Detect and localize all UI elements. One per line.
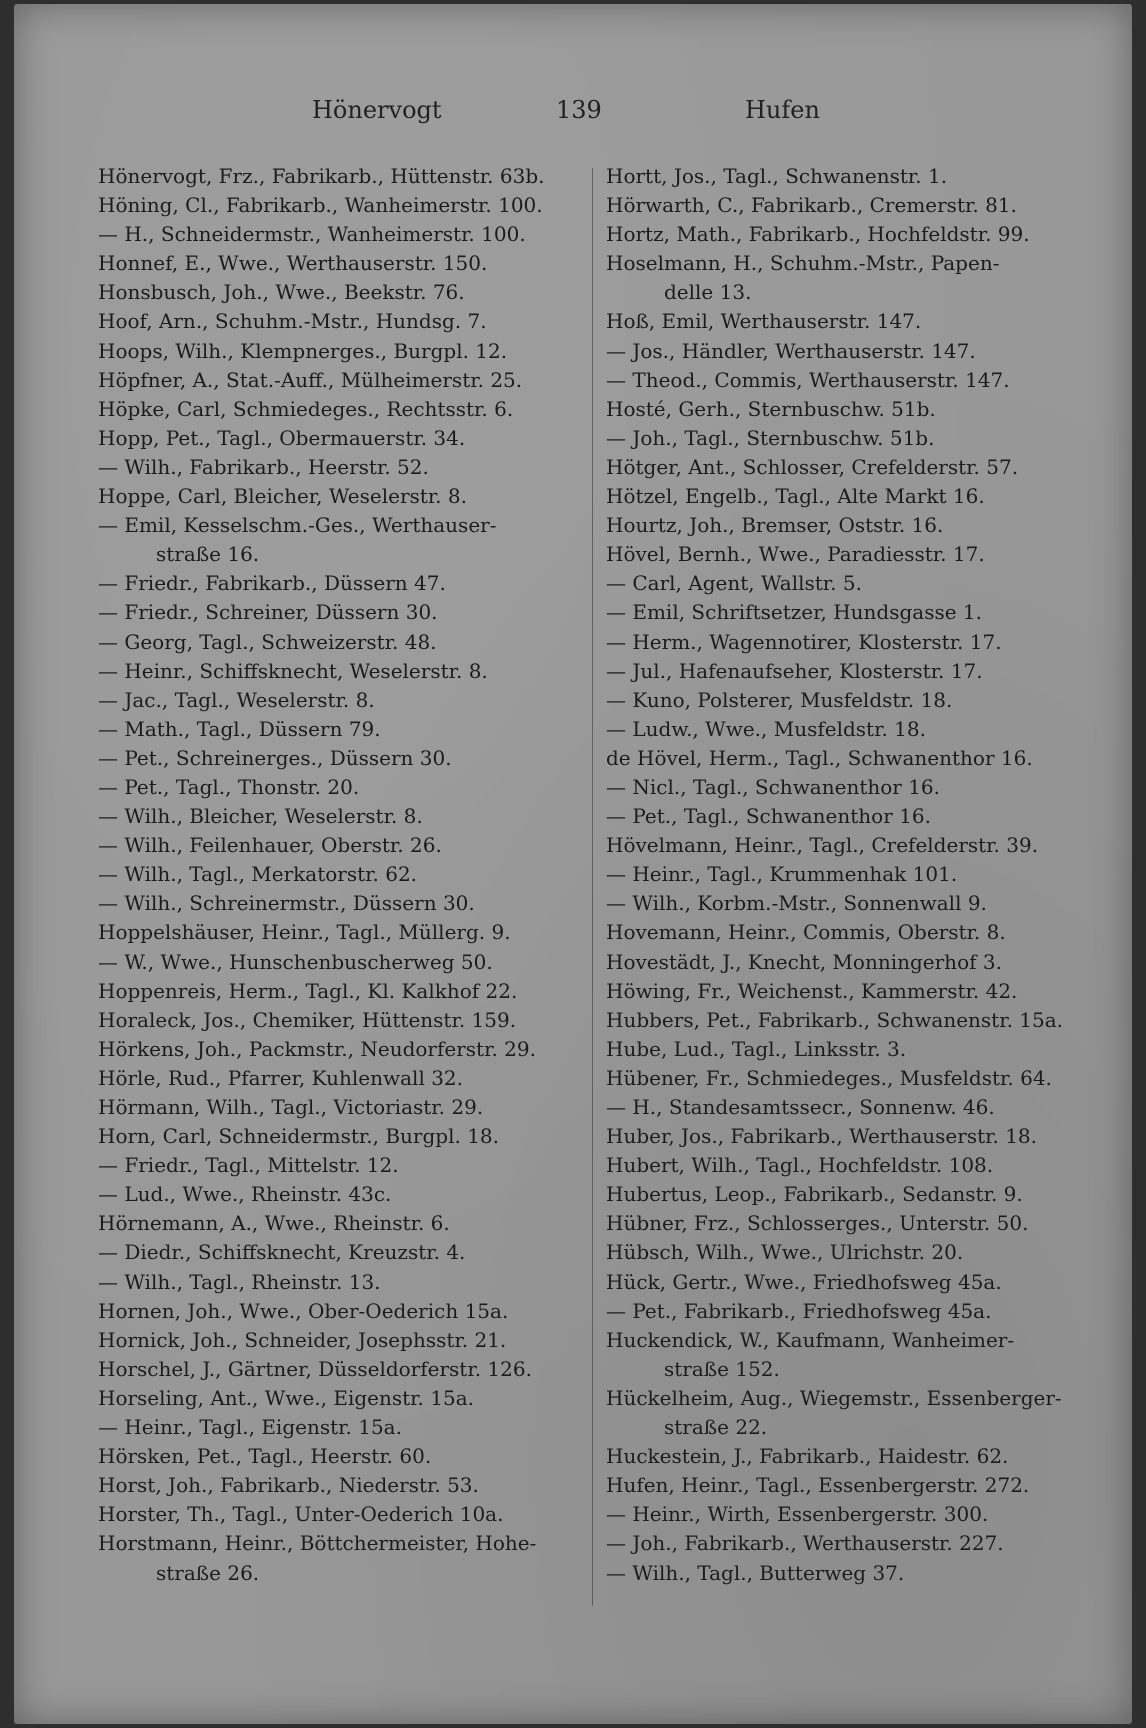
directory-entry: — Wilh., Tagl., Merkatorstr. 62. — [98, 862, 418, 887]
directory-entry: Höpfner, A., Stat.-Auff., Mülheimerstr. 25. — [98, 367, 523, 392]
directory-entry: Hubert, Wilh., Tagl., Hochfeldstr. 108. — [606, 1153, 994, 1178]
directory-entry: — Emil, Kesselschm.-Ges., Werthauser- — [98, 513, 497, 538]
directory-entry: Hourtz, Joh., Bremser, Oststr. 16. — [606, 513, 944, 538]
directory-entry: Hubertus, Leop., Fabrikarb., Sedanstr. 9. — [606, 1182, 1023, 1207]
directory-entry: — Wilh., Tagl., Butterweg 37. — [606, 1560, 905, 1585]
directory-entry: Hubbers, Pet., Fabrikarb., Schwanenstr. 15a. — [606, 1007, 1064, 1032]
directory-entry: — Emil, Schriftsetzer, Hundsgasse 1. — [606, 600, 982, 625]
directory-entry: — H., Standesamtssecr., Sonnenw. 46. — [606, 1095, 995, 1119]
right-column — [606, 162, 1076, 1588]
directory-entry: Hoselmann, H., Schuhm.-Mstr., Papen- — [606, 251, 1000, 276]
directory-entry: — Wilh., Fabrikarb., Heerstr. 52. — [98, 454, 429, 479]
directory-entry: Hoof, Arn., Schuhm.-Mstr., Hundsg. 7. — [98, 309, 487, 334]
directory-entry: — Friedr., Fabrikarb., Düssern 47. — [98, 571, 446, 596]
directory-entry: Hoops, Wilh., Klempnerges., Burgpl. 12. — [98, 338, 508, 363]
directory-entry: — Wilh., Schreinermstr., Düssern 30. — [98, 891, 475, 916]
directory-entry: Hörnemann, A., Wwe., Rheinstr. 6. — [98, 1211, 450, 1236]
directory-entry: Hovemann, Heinr., Commis, Oberstr. 8. — [606, 920, 1006, 945]
directory-entry: straße 26. — [156, 1560, 260, 1585]
directory-entry: — H., Schneidermstr., Wanheimerstr. 100. — [98, 222, 526, 247]
directory-entry: Hörwarth, C., Fabrikarb., Cremerstr. 81. — [606, 193, 1017, 218]
directory-entry: Huckestein, J., Fabrikarb., Haidestr. 62. — [606, 1444, 1009, 1469]
directory-entry: straße 22. — [664, 1415, 768, 1440]
directory-entry: Hübner, Frz., Schlosserges., Unterstr. 50. — [606, 1211, 1029, 1236]
directory-entry: straße 152. — [664, 1356, 780, 1381]
directory-entry: Hoppe, Carl, Bleicher, Weselerstr. 8. — [98, 484, 467, 509]
directory-entry: Hovestädt, J., Knecht, Monningerhof 3. — [606, 949, 1002, 974]
directory-entry: Hönervogt, Frz., Fabrikarb., Hüttenstr. 63b. — [98, 164, 545, 188]
directory-entry: — Pet., Tagl., Schwanenthor 16. — [606, 804, 931, 829]
directory-entry: — Heinr., Schiffsknecht, Weselerstr. 8. — [98, 658, 488, 683]
directory-entry: Hopp, Pet., Tagl., Obermauerstr. 34. — [98, 425, 466, 450]
directory-entry: Hortz, Math., Fabrikarb., Hochfeldstr. 99. — [606, 222, 1030, 247]
page-header — [0, 96, 1146, 136]
directory-entry: Hörsken, Pet., Tagl., Heerstr. 60. — [98, 1444, 432, 1469]
directory-entry: Hötger, Ant., Schlosser, Crefelderstr. 57. — [606, 454, 1019, 479]
directory-entry: Honsbusch, Joh., Wwe., Beekstr. 76. — [98, 280, 465, 305]
directory-entry: Honnef, E., Wwe., Werthauserstr. 150. — [98, 251, 488, 276]
page-number: 139 — [556, 96, 602, 124]
directory-entry: — Joh., Fabrikarb., Werthauserstr. 227. — [606, 1531, 1004, 1556]
directory-entry: Hornen, Joh., Wwe., Ober-Oederich 15a. — [98, 1298, 509, 1323]
directory-entry: — Jac., Tagl., Weselerstr. 8. — [98, 687, 375, 712]
directory-entry: Horster, Th., Tagl., Unter-Oederich 10a. — [98, 1502, 504, 1527]
directory-entry: Hötzel, Engelb., Tagl., Alte Markt 16. — [606, 484, 985, 509]
header-left-keyword: Hönervogt — [312, 96, 442, 124]
directory-entry: Hückelheim, Aug., Wiegemstr., Essenberger- — [606, 1385, 1062, 1410]
directory-entry: delle 13. — [664, 280, 752, 305]
directory-entry: — Wilh., Bleicher, Weselerstr. 8. — [98, 804, 423, 829]
directory-entry: — Heinr., Wirth, Essenbergerstr. 300. — [606, 1502, 989, 1527]
directory-entry: — Theod., Commis, Werthauserstr. 147. — [606, 367, 1010, 392]
directory-entry: Hövelmann, Heinr., Tagl., Crefelderstr. 39. — [606, 833, 1039, 858]
directory-entry: Höpke, Carl, Schmiedeges., Rechtsstr. 6. — [98, 396, 514, 421]
directory-entry: — Wilh., Korbm.-Mstr., Sonnenwall 9. — [606, 891, 987, 916]
directory-entry: Hübsch, Wilh., Wwe., Ulrichstr. 20. — [606, 1240, 964, 1265]
directory-entry: — W., Wwe., Hunschenbuscherweg 50. — [98, 949, 493, 974]
directory-entry: — Friedr., Schreiner, Düssern 30. — [98, 600, 438, 625]
directory-entry: Huckendick, W., Kaufmann, Wanheimer- — [606, 1327, 1015, 1352]
directory-entry: Hufen, Heinr., Tagl., Essenbergerstr. 272. — [606, 1473, 1030, 1498]
directory-entry: — Georg, Tagl., Schweizerstr. 48. — [98, 629, 437, 654]
directory-entry: Hoppenreis, Herm., Tagl., Kl. Kalkhof 22. — [98, 978, 518, 1003]
header-right-keyword: Hufen — [745, 96, 820, 124]
directory-entry: — Jos., Händler, Werthauserstr. 147. — [606, 338, 976, 363]
left-column — [98, 162, 578, 1588]
directory-entry: Hück, Gertr., Wwe., Friedhofsweg 45a. — [606, 1269, 1002, 1294]
directory-entry: — Jul., Hafenaufseher, Klosterstr. 17. — [606, 658, 983, 683]
directory-entry: Hortt, Jos., Tagl., Schwanenstr. 1. — [606, 164, 948, 188]
directory-entry: Huber, Jos., Fabrikarb., Werthauserstr. 18. — [606, 1124, 1038, 1149]
column-divider — [592, 168, 593, 1606]
directory-entry: — Pet., Schreinerges., Düssern 30. — [98, 745, 452, 770]
directory-entry: Horschel, J., Gärtner, Düsseldorferstr. 126. — [98, 1356, 532, 1381]
directory-entry: Hövel, Bernh., Wwe., Paradiesstr. 17. — [606, 542, 985, 567]
directory-entry: Hörle, Rud., Pfarrer, Kuhlenwall 32. — [98, 1065, 463, 1090]
directory-entry: — Kuno, Polsterer, Musfeldstr. 18. — [606, 687, 953, 712]
directory-entry: — Math., Tagl., Düssern 79. — [98, 716, 381, 741]
directory-entry: — Friedr., Tagl., Mittelstr. 12. — [98, 1153, 399, 1178]
directory-entry: Horst, Joh., Fabrikarb., Niederstr. 53. — [98, 1473, 479, 1498]
directory-entry: Hoß, Emil, Werthauserstr. 147. — [606, 309, 922, 334]
directory-entry: Höwing, Fr., Weichenst., Kammerstr. 42. — [606, 978, 1018, 1003]
directory-entry: — Wilh., Feilenhauer, Oberstr. 26. — [98, 833, 442, 858]
directory-entry: Hosté, Gerh., Sternbuschw. 51b. — [606, 396, 936, 421]
directory-entry: Höning, Cl., Fabrikarb., Wanheimerstr. 100. — [98, 193, 543, 218]
directory-entry: — Carl, Agent, Wallstr. 5. — [606, 571, 862, 596]
directory-entry: Horn, Carl, Schneidermstr., Burgpl. 18. — [98, 1124, 499, 1149]
directory-entry: — Lud., Wwe., Rheinstr. 43c. — [98, 1182, 392, 1207]
directory-entry: — Joh., Tagl., Sternbuschw. 51b. — [606, 425, 935, 450]
directory-entry: Hörkens, Joh., Packmstr., Neudorferstr. 29. — [98, 1036, 536, 1061]
directory-entry: — Herm., Wagennotirer, Klosterstr. 17. — [606, 629, 1002, 654]
directory-entry: — Heinr., Tagl., Krummenhak 101. — [606, 862, 958, 887]
directory-entry: de Hövel, Herm., Tagl., Schwanenthor 16. — [606, 745, 1033, 770]
directory-entry: — Pet., Fabrikarb., Friedhofsweg 45a. — [606, 1298, 992, 1323]
directory-entry: Horseling, Ant., Wwe., Eigenstr. 15a. — [98, 1385, 474, 1410]
directory-entry: — Heinr., Tagl., Eigenstr. 15a. — [98, 1415, 402, 1440]
directory-entry: — Diedr., Schiffsknecht, Kreuzstr. 4. — [98, 1240, 466, 1265]
directory-entry: Hübener, Fr., Schmiedeges., Musfeldstr. 64. — [606, 1065, 1052, 1090]
directory-entry: Hube, Lud., Tagl., Linksstr. 3. — [606, 1036, 907, 1061]
directory-entry: straße 16. — [156, 542, 260, 567]
directory-entry: — Ludw., Wwe., Musfeldstr. 18. — [606, 716, 926, 741]
directory-entry: — Pet., Tagl., Thonstr. 20. — [98, 774, 360, 799]
directory-entry: Hörmann, Wilh., Tagl., Victoriastr. 29. — [98, 1095, 484, 1119]
directory-entry: Hornick, Joh., Schneider, Josephsstr. 21. — [98, 1327, 507, 1352]
directory-entry: Horstmann, Heinr., Böttchermeister, Hohe- — [98, 1531, 537, 1556]
directory-entry: Hoppelshäuser, Heinr., Tagl., Müllerg. 9. — [98, 920, 511, 945]
directory-entry: Horaleck, Jos., Chemiker, Hüttenstr. 159. — [98, 1007, 517, 1032]
directory-entry: — Nicl., Tagl., Schwanenthor 16. — [606, 774, 941, 799]
directory-entry: — Wilh., Tagl., Rheinstr. 13. — [98, 1269, 381, 1294]
